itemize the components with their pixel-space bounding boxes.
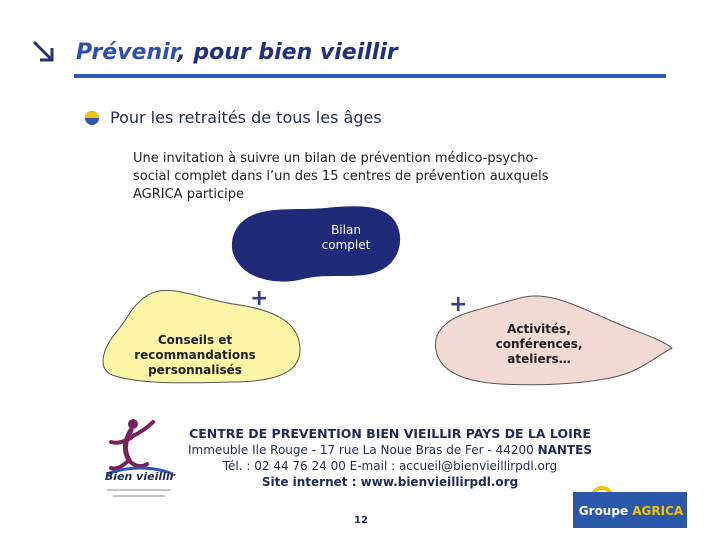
plus-sign: +	[449, 292, 468, 317]
bien-vieillir-logo-text: Bien vieillir	[104, 470, 176, 483]
page-number: 12	[354, 515, 368, 526]
center-website[interactable]: Site internet : www.bienvieillirpdl.org	[261, 475, 519, 489]
center-contact: Tél. : 02 44 76 24 00 E-mail : accueil@bienvieillirpdl.org	[222, 459, 558, 473]
title-rest: , pour bien vieillir	[177, 40, 398, 65]
title-accent: Prévenir	[76, 40, 178, 65]
agrica-logo-text	[576, 504, 686, 518]
activites-line: conférences,	[495, 337, 583, 351]
agrica-name: AGRICA	[632, 504, 684, 518]
bullet-text: Pour les retraités de tous les âges	[110, 108, 382, 127]
intro-line: social complet dans l’un des 15 centres de prévention auxquels	[133, 169, 549, 184]
activites-line: ateliers…	[507, 352, 571, 366]
intro-line: Une invitation à suivre un bilan de prévention médico-psycho-	[133, 151, 539, 166]
address-city: NANTES	[537, 443, 592, 457]
bilan-line: complet	[321, 238, 371, 252]
agrica-prefix: Groupe	[578, 504, 633, 518]
conseils-line: personnalisés	[148, 363, 242, 377]
conseils-line: Conseils et	[157, 333, 233, 347]
intro-line: AGRICA participe	[133, 187, 244, 202]
conseils-label	[125, 333, 265, 378]
plus-sign: +	[250, 286, 269, 311]
bilan-line: Bilan	[331, 223, 361, 237]
center-address	[170, 442, 610, 458]
address-text: Immeuble Ile Rouge - 17 rue La Noue Bras de Fer - 44200	[188, 443, 538, 457]
bilan-label	[296, 223, 396, 253]
activites-label	[484, 322, 594, 367]
center-info	[170, 426, 610, 490]
activites-line: Activités,	[507, 322, 571, 336]
bien-vieillir-logo-icon	[103, 408, 175, 503]
center-name: CENTRE DE PREVENTION BIEN VIEILLIR PAYS DE LA LOIRE	[189, 426, 591, 441]
conseils-line: recommandations	[134, 348, 256, 362]
